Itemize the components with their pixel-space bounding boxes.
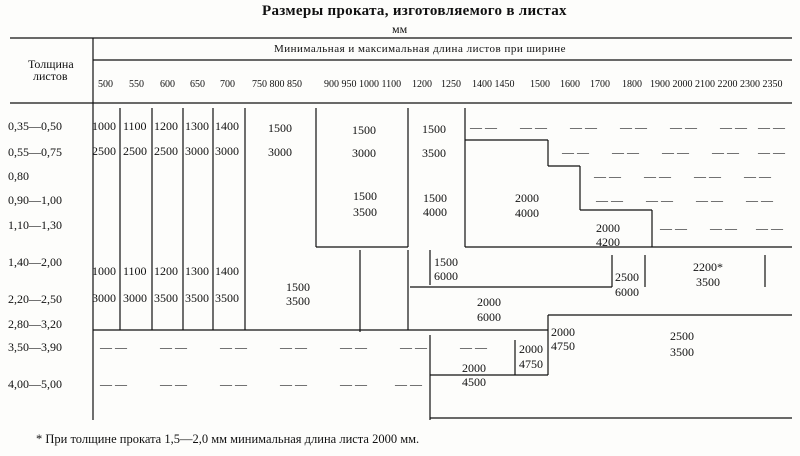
dash-marker: — — — [100, 377, 127, 391]
dash-marker: — — — [160, 377, 187, 391]
cell-r6-600: 1200 — [154, 264, 178, 278]
cell-r1-550: 1100 — [123, 119, 147, 133]
cell-r7-550: 3000 — [123, 291, 147, 305]
thickness-row-6: 1,40—2,00 — [8, 255, 62, 269]
cell-1250-max-1: 6000 — [434, 269, 458, 283]
cell-900-min-2: 1500 — [353, 189, 377, 203]
thickness-row-5: 1,10—1,30 — [8, 218, 62, 232]
cell-r6-650: 1300 — [185, 264, 209, 278]
dash-marker: — — — [562, 145, 589, 159]
cell-1600-max-1: 4750 — [551, 339, 575, 353]
thickness-row-7: 2,20—2,50 — [8, 292, 62, 306]
width-750-850: 750 800 850 — [252, 79, 302, 90]
cell-r2-550: 2500 — [123, 144, 147, 158]
cell-r1-600: 1200 — [154, 119, 178, 133]
width-500: 500 — [98, 79, 113, 90]
dash-marker: — — — [744, 169, 771, 183]
dash-marker: — — — [620, 120, 647, 134]
cell-2200-min-1: 2200* — [693, 260, 723, 274]
cell-1400-max-2: 6000 — [477, 310, 501, 324]
unit-label: мм — [392, 22, 408, 36]
cell-r7-650: 3500 — [185, 291, 209, 305]
cell-750-min-2: 1500 — [286, 280, 310, 294]
cell-1600-min-1: 2000 — [551, 325, 575, 339]
cell-1400-min-1: 2000 — [515, 191, 539, 205]
width-1400-1450: 1400 1450 — [472, 79, 515, 90]
cell-1700-min-1: 2000 — [596, 221, 620, 235]
dash-marker: — — — [570, 120, 597, 134]
dash-marker: — — — [160, 340, 187, 354]
dash-marker: — — — [694, 169, 721, 183]
dash-marker: — — — [520, 120, 547, 134]
cell-2200-max-1: 3500 — [696, 275, 720, 289]
footnote: * При толщине проката 1,5—2,0 мм минимальная длина листа 2000 мм. — [36, 432, 420, 446]
cell-r2-700: 3000 — [215, 144, 239, 158]
cell-1900-max-1: 3500 — [670, 345, 694, 359]
dash-marker: — — — [470, 120, 497, 134]
cell-1400-max-1: 4000 — [515, 206, 539, 220]
width-1800: 1800 — [622, 79, 642, 90]
dash-marker: — — — [460, 340, 487, 354]
width-700: 700 — [220, 79, 235, 90]
dash-marker: — — — [670, 120, 697, 134]
table-title: Размеры проката, изготовляемого в листах — [262, 3, 567, 19]
cell-1500-max-1: 4750 — [519, 357, 543, 371]
width-1600: 1600 — [560, 79, 580, 90]
dash-marker: — — — [596, 193, 623, 207]
cell-r6-500: 1000 — [92, 264, 116, 278]
cell-1200-min-1: 1500 — [422, 122, 446, 136]
cell-750-max-1: 3000 — [268, 145, 292, 159]
width-1500: 1500 — [530, 79, 550, 90]
cell-1800-max-1: 6000 — [615, 285, 639, 299]
dash-marker: — — — [646, 193, 673, 207]
cell-1250-min-2: 2000 — [462, 361, 486, 375]
thickness-row-10: 4,00—5,00 — [8, 377, 62, 391]
thickness-row-4: 0,90—1,00 — [8, 193, 62, 207]
cell-r2-600: 2500 — [154, 144, 178, 158]
dash-marker: — — — [220, 377, 247, 391]
cell-r2-500: 2500 — [92, 144, 116, 158]
dash-marker: — — — [400, 340, 427, 354]
dash-marker: — — — [340, 340, 367, 354]
cell-1400-min-2: 2000 — [477, 295, 501, 309]
cell-r7-600: 3500 — [154, 291, 178, 305]
width-900-1100: 900 950 1000 1100 — [324, 79, 402, 90]
width-600: 600 — [160, 79, 175, 90]
cell-900-max-2: 3500 — [353, 205, 377, 219]
dash-marker: — — — [612, 145, 639, 159]
thickness-row-8: 2,80—3,20 — [8, 317, 62, 331]
dash-marker: — — — [756, 221, 783, 235]
dash-marker: — — — [660, 221, 687, 235]
thickness-header-line2: листов — [33, 69, 68, 83]
cell-900-max-1: 3000 — [352, 146, 376, 160]
cell-1900-min-1: 2500 — [670, 329, 694, 343]
thickness-row-3: 0,80 — [8, 169, 29, 183]
dash-marker: — — — [758, 120, 785, 134]
cell-1250-min-1: 1500 — [434, 255, 458, 269]
cell-r1-650: 1300 — [185, 119, 209, 133]
width-650: 650 — [190, 79, 205, 90]
cell-r7-700: 3500 — [215, 291, 239, 305]
cell-r6-550: 1100 — [123, 264, 147, 278]
cell-r6-700: 1400 — [215, 264, 239, 278]
dash-marker: — — — [696, 193, 723, 207]
cell-750-max-2: 3500 — [286, 294, 310, 308]
dash-marker: — — — [100, 340, 127, 354]
width-1250: 1250 — [441, 79, 461, 90]
dash-marker: — — — [710, 221, 737, 235]
dash-marker: — — — [280, 377, 307, 391]
cell-1800-min-1: 2500 — [615, 270, 639, 284]
cell-1250-max-2: 4500 — [462, 375, 486, 389]
dash-marker: — — — [220, 340, 247, 354]
cell-r2-650: 3000 — [185, 144, 209, 158]
width-1900-2350: 1900 2000 2100 2200 2300 2350 — [650, 79, 783, 90]
dash-marker: — — — [662, 145, 689, 159]
cell-r1-700: 1400 — [215, 119, 239, 133]
dash-marker: — — — [594, 169, 621, 183]
cell-1200-max-2: 4000 — [423, 205, 447, 219]
dash-marker: — — — [280, 340, 307, 354]
width-span-header: Минимальная и максимальная длина листов при ширине — [274, 43, 566, 55]
width-1200: 1200 — [412, 79, 432, 90]
thickness-header-line1: Толщина — [28, 57, 74, 71]
cell-900-min-1: 1500 — [352, 123, 376, 137]
dash-marker: — — — [395, 377, 422, 391]
dash-marker: — — — [746, 193, 773, 207]
cell-1500-min-1: 2000 — [519, 342, 543, 356]
dash-marker: — — — [758, 145, 785, 159]
cell-1200-min-2: 1500 — [423, 191, 447, 205]
dash-marker: — — — [712, 145, 739, 159]
width-1700: 1700 — [590, 79, 610, 90]
cell-1700-max-1: 4200 — [596, 235, 620, 249]
dash-marker: — — — [720, 120, 747, 134]
cell-1200-max-1: 3500 — [422, 146, 446, 160]
cell-r1-500: 1000 — [92, 119, 116, 133]
cell-750-min-1: 1500 — [268, 121, 292, 135]
dash-marker: — — — [340, 377, 367, 391]
dash-marker: — — — [644, 169, 671, 183]
thickness-row-2: 0,55—0,75 — [8, 145, 62, 159]
thickness-row-9: 3,50—3,90 — [8, 340, 62, 354]
thickness-row-1: 0,35—0,50 — [8, 119, 62, 133]
cell-r7-500: 3000 — [92, 291, 116, 305]
width-550: 550 — [129, 79, 144, 90]
